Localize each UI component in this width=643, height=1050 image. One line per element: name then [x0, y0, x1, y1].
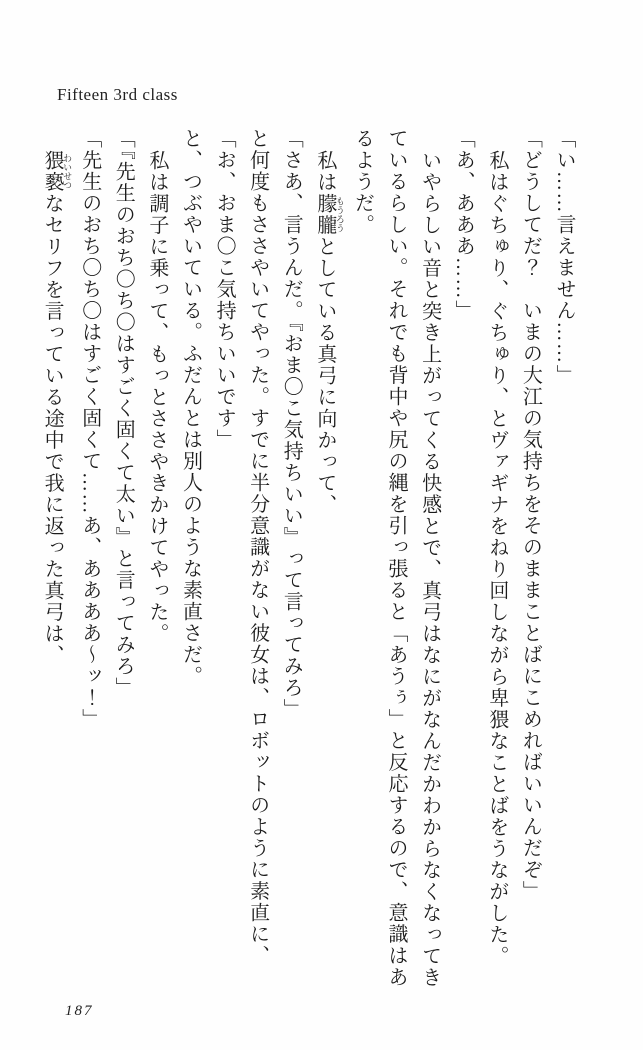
text-column: 「お、おま〇こ気持ちいいです」: [213, 128, 236, 451]
text-column: 「『先生のおち〇ち〇はすごく固くて太い』と言ってみろ」: [112, 128, 135, 699]
text-column: 「さあ、言うんだ。『おま〇こ気持ちいい』って言ってみろ」: [280, 128, 303, 720]
ruby-annotated-word: 猥褻 わいせつ: [41, 149, 73, 193]
text-column: 「先生のおち〇ち〇はすごく固くて……あ、ああああ〜ッ！」: [78, 128, 101, 730]
text-column: 私はぐちゅり、ぐちゅり、とヴァギナをねり回しながら卑猥なことばをうながした。: [485, 149, 508, 967]
text-column: 「どうしてだ？ いまの大江の気持ちをそのままことばにこめればいいんだぞ」: [519, 128, 542, 902]
text-column: るようだ。: [351, 128, 374, 236]
text-column: ているらしい。それでも背中や尻の縄を引っ張ると「あうぅ」と反応するので、意識はあ: [385, 128, 408, 988]
ruby-annotated-word: 朦朧 もうろう: [313, 192, 345, 236]
text-column: 私は調子に乗って、もっとささやきかけてやった。: [145, 149, 168, 644]
text-column: 私は朦朧 もうろうとしている真弓に向かって、: [313, 149, 345, 515]
text-column: と、つぶやいている。ふだんとは別人のような素直さだ。: [179, 128, 202, 687]
text-column: いやらしい音と突き上がってくる快感とで、真弓はなにがなんだかわからなくなってき: [418, 149, 441, 988]
text-column: 「あ、あああ……」: [452, 128, 475, 322]
text-column: 「い……言えません……」: [553, 128, 575, 386]
text-column: と何度もささやいてやった。すでに半分意識がない彼女は、ロボットのように素直に、: [246, 128, 269, 967]
page-number: 187: [65, 1003, 94, 1019]
vertical-text-block: [40, 128, 580, 1008]
running-header: Fifteen 3rd class: [57, 85, 178, 104]
text-column: 猥褻 わいせつなセリフを言っている途中で我に返った真弓は、: [41, 149, 73, 666]
